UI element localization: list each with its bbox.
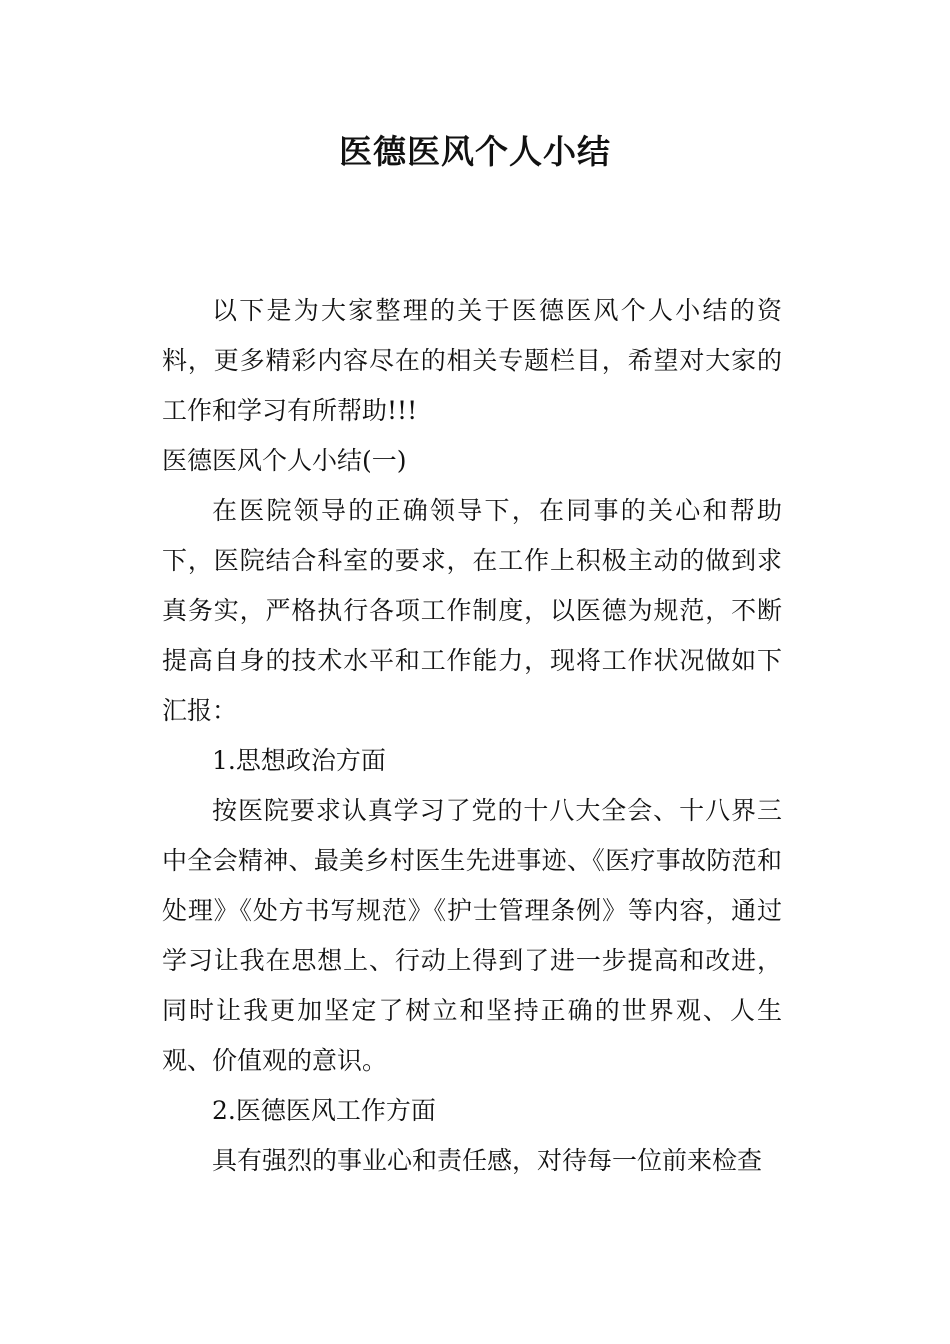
document-title: 医德医风个人小结 xyxy=(339,132,611,171)
body-paragraph: 在医院领导的正确领导下，在同事的关心和帮助下，医院结合科室的要求，在工作上积极主动的做到求真务实，严格执行各项工作制度，以医德为规范，不断提高自身的技术水平和工作能力，现将工作状况做如下汇报： xyxy=(162,496,782,725)
intro-paragraph: 以下是为大家整理的关于医德医风个人小结的资料，更多精彩内容尽在的相关专题栏目，希望对大家的工作和学习有所帮助!!! xyxy=(162,296,782,425)
body-paragraph: 具有强烈的事业心和责任感，对待每一位前来检查 xyxy=(212,1146,763,1175)
body-paragraph: 按医院要求认真学习了党的十八大全会、十八界三中全会精神、最美乡村医生先进事迹、《医疗事故防范和处理》《处方书写规范》《护士管理条例》等内容，通过学习让我在思想上、行动上得到了进一步提高和改进，同时让我更加坚定了树立和坚持正确的世界观、人生观、价值观的意识。 xyxy=(162,796,782,1075)
subsection-heading: 1.思想政治方面 xyxy=(212,746,386,775)
section-heading: 医德医风个人小结(一) xyxy=(162,446,407,475)
document-body xyxy=(162,286,782,1186)
subsection-heading: 2.医德医风工作方面 xyxy=(212,1096,436,1125)
